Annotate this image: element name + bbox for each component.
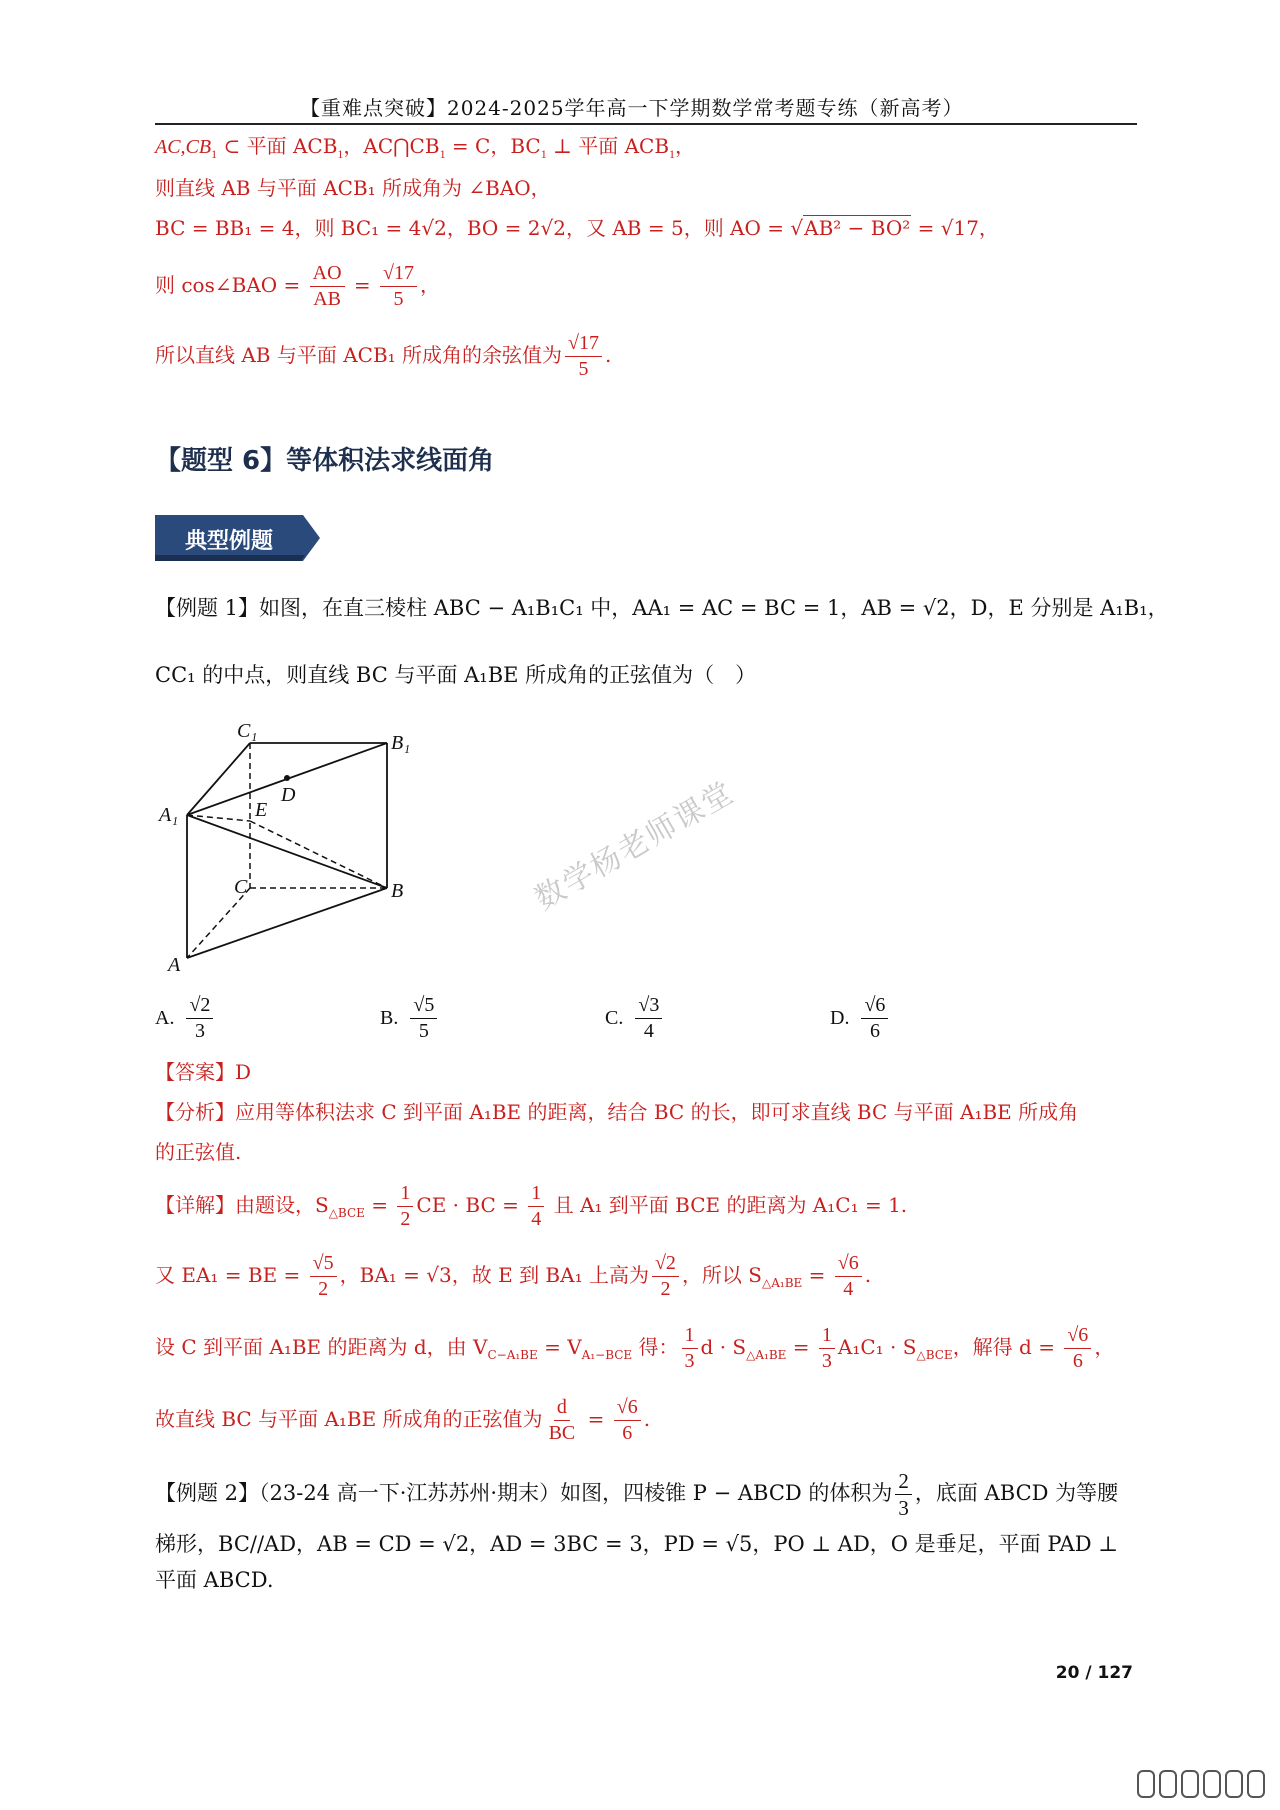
header-rule: [155, 123, 1137, 125]
label-D: D: [281, 784, 296, 806]
label-B1: B₁: [391, 732, 411, 754]
analysis-line-1: 【分析】应用等体积法求 C 到平面 A₁BE 的距离，结合 BC 的长，即可求直线 BC 与平面 A₁BE 所成角: [155, 1100, 1079, 1124]
solution-line-1: $AC,CB_1$ ⊂ 平面 $ACB_1$，$AC⋂CB_1 = C$，$BC_1$ ⊥ 平面 $ACB_1$，: [155, 134, 696, 161]
edge-EB-hidden: [250, 821, 387, 888]
choice-a[interactable]: A. $\frac{√2}{3}$: [155, 995, 216, 1042]
example2-line-2: 梯形，BC//AD，AB = CD = √2，AD = 3BC = 3，PD = √5，PO ⊥ AD，O 是垂足，平面 PAD ⊥: [155, 1532, 1118, 1556]
detail-line-4: 故直线 BC 与平面 A₁BE 所成角的正弦值为 $\frac{d}{BC}$ = $\frac{√6}{6}$ .: [155, 1396, 651, 1444]
thumb-5: [1225, 1770, 1243, 1798]
watermark: 数学杨老师课堂: [529, 774, 741, 918]
choice-c[interactable]: C. $\frac{√3}{4}$: [605, 995, 665, 1042]
solution-line-2: 则直线 AB 与平面 ACB₁ 所成角为 ∠BAO，: [155, 176, 551, 200]
typical-example-banner: 典型例题: [155, 515, 320, 561]
thumb-3: [1181, 1770, 1199, 1798]
solution-line-5: 所以直线 AB 与平面 ACB₁ 所成角的余弦值为 $\frac{√17}{5}$ .: [155, 332, 612, 380]
section-title: 【题型 6】等体积法求线面角: [155, 446, 495, 476]
solution-line-4: 则 cos∠BAO = $\frac{AO}{AB}$ = $\frac{√17}{5}$ ，: [155, 262, 440, 310]
thumb-6: [1247, 1770, 1265, 1798]
label-A: A: [168, 954, 181, 975]
page-number: 20 / 127: [1055, 1663, 1133, 1683]
analysis-line-2: 的正弦值.: [155, 1140, 242, 1164]
point-D: [284, 775, 290, 781]
thumb-4: [1203, 1770, 1221, 1798]
detail-line-3: 设 C 到平面 A₁BE 的距离为 d，由 $V_{C-A_1BE} = V_{A_1-BCE}$ 得： $\frac{1}{3}$ $d \cdot S_{\triangle A_1BE}$ = $\frac{1}{3}$ $A_1C_1 \cdot S_{\triangle BCE}$，解得 d = $\frac{√6}{6}$ ，: [155, 1324, 1115, 1372]
detail-line-2: 又 EA₁ = BE = $\frac{√5}{2}$ ，BA₁ = √3，故 E 到 BA₁ 上高为 $\frac{√2}{2}$ ，所以 $S_{\triangle A_1BE}$ = $\frac{√6}{4}$ .: [155, 1252, 872, 1300]
example1-line-1: 【例题 1】如图，在直三棱柱 ABC − A₁B₁C₁ 中，AA₁ = AC = BC = 1，AB = √2，D，E 分别是 A₁B₁，: [155, 596, 1169, 620]
thumbnail-strip: [1137, 1770, 1265, 1798]
label-E: E: [255, 799, 268, 821]
label-B: B: [391, 880, 404, 902]
example2-line-3: 平面 ABCD.: [155, 1568, 274, 1592]
example2-line-1: 【例题 2】（23-24 高一下·江苏苏州·期末）如图，四棱锥 P − ABCD 的体积为 $\frac{2}{3}$ ，底面 ABCD 为等腰: [155, 1469, 1119, 1521]
label-C: C: [234, 876, 248, 898]
prism-figure: [155, 715, 435, 975]
thumb-2: [1159, 1770, 1177, 1798]
detail-line-1: 【详解】由题设，$S_{\triangle BCE}$ = $\frac{1}{2}$ CE · BC = $\frac{1}{4}$ 且 A₁ 到平面 BCE 的距离为 A₁C₁ = 1.: [155, 1182, 908, 1230]
label-C1: C₁: [237, 720, 258, 742]
edge-A1B: [187, 815, 387, 888]
choice-b[interactable]: B. $\frac{√5}{5}$: [380, 995, 440, 1042]
example1-line-2: CC₁ 的中点，则直线 BC 与平面 A₁BE 所成角的正弦值为（ ）: [155, 663, 757, 687]
thumb-1: [1137, 1770, 1155, 1798]
page-header: 【重难点突破】2024-2025学年高一下学期数学常考题专练（新高考）: [300, 96, 964, 120]
label-A1: A₁: [159, 804, 179, 826]
solution-line-3: BC = BB₁ = 4，则 BC₁ = 4√2，BO = 2√2，又 AB = 5，则 AO = √AB² − BO² = √17，: [155, 216, 999, 240]
choice-d[interactable]: D. $\frac{√6}{6}$: [830, 995, 891, 1042]
edge-AB: [187, 888, 387, 958]
answer: 【答案】D: [155, 1060, 252, 1084]
